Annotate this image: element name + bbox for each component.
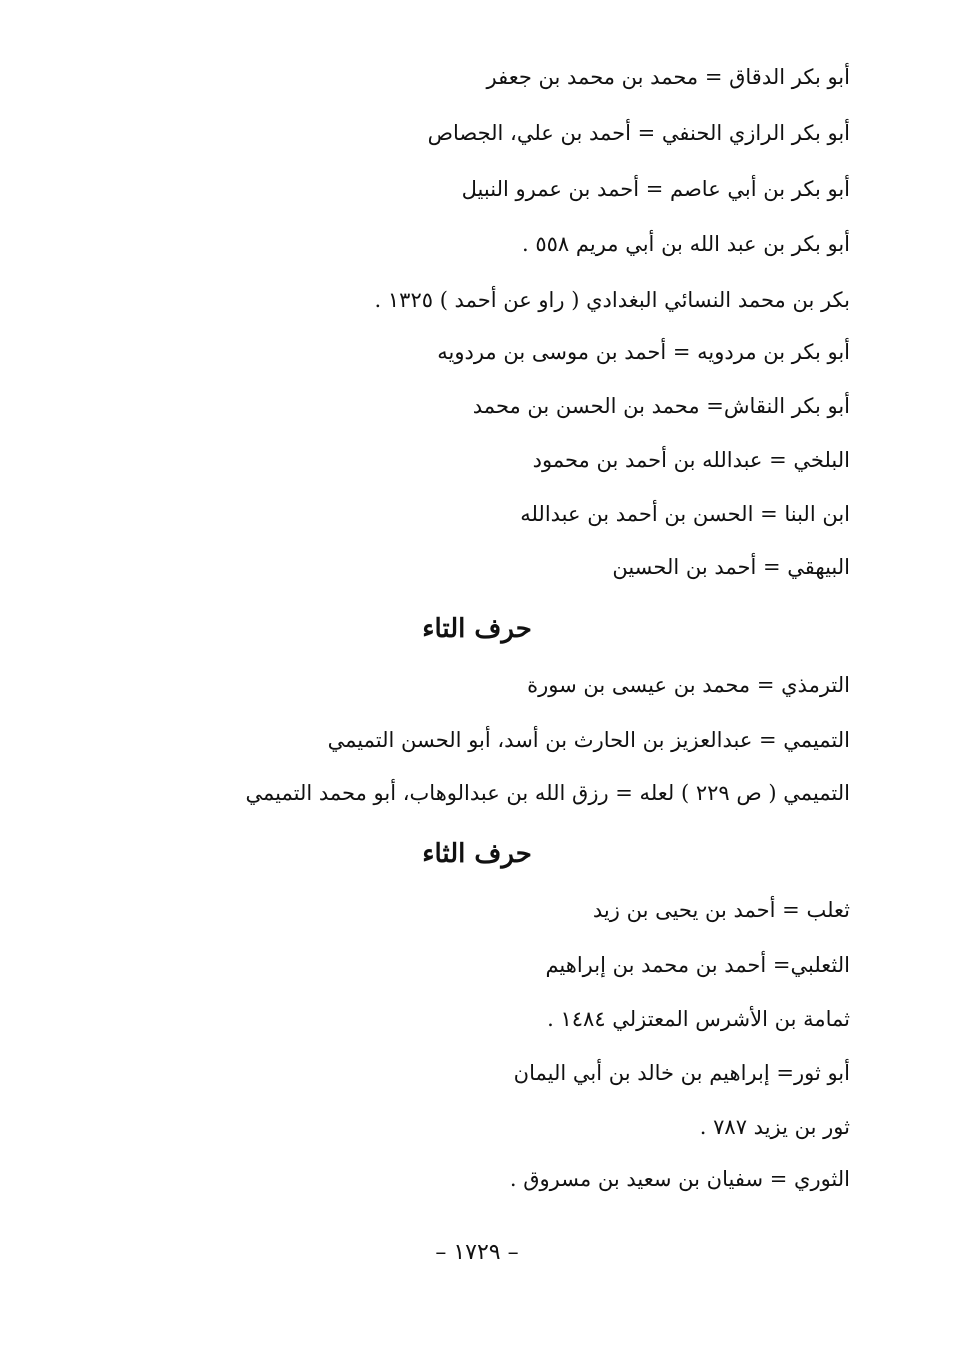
index-entry: أبو ثور= إبراهيم بن خالد بن أبي اليمان [513,1061,850,1085]
index-entry: أبو بكر بن أبي عاصم = أحمد بن عمرو النبيل [461,177,850,201]
index-entry: ابن البنا = الحسن بن أحمد بن عبدالله [520,502,850,526]
section-heading: حرف التاء [422,614,532,644]
index-entry: ثور بن يزيد ٧٨٧ . [699,1115,850,1139]
index-entry: الثعلبي= أحمد بن محمد بن إبراهيم [545,953,850,977]
index-entry: التميمي ( ص ٢٢٩ ) لعله = رزق الله بن عبدالوهاب، أبو محمد التميمي [245,781,850,805]
index-entry: أبو بكر النقاش= محمد بن الحسن بن محمد [472,394,850,418]
index-entry: البيهقي = أحمد بن الحسين [612,555,850,579]
index-entry: أبو بكر بن مردويه = أحمد بن موسى بن مردويه [437,340,850,364]
index-entry: بكر بن محمد النسائي البغدادي ( راو عن أحمد ) ١٣٢٥ . [374,288,850,312]
index-entry: ثمامة بن الأشرس المعتزلي ١٤٨٤ . [547,1007,850,1031]
section-heading: حرف الثاء [422,839,532,869]
index-entry: أبو بكر الدقاق = محمد بن محمد بن جعفر [486,65,850,89]
index-entry: أبو بكر الرازي الحنفي = أحمد بن علي، الجصاص [427,121,850,145]
index-entry: التميمي = عبدالعزيز بن الحارث بن أسد، أبو الحسن التميمي [327,728,850,752]
index-entry: ثعلب = أحمد بن يحيى بن زيد [592,898,850,922]
page-number: – ١٧٢٩ – [435,1240,519,1265]
index-entry: أبو بكر بن عبد الله بن أبي مريم ٥٥٨ . [522,232,850,256]
index-entry: الثوري = سفيان بن سعيد بن مسروق . [509,1167,850,1191]
index-entry: الترمذي = محمد بن عيسى بن سورة [527,673,850,697]
index-entry: البلخي = عبدالله بن أحمد بن محمود [532,448,850,472]
